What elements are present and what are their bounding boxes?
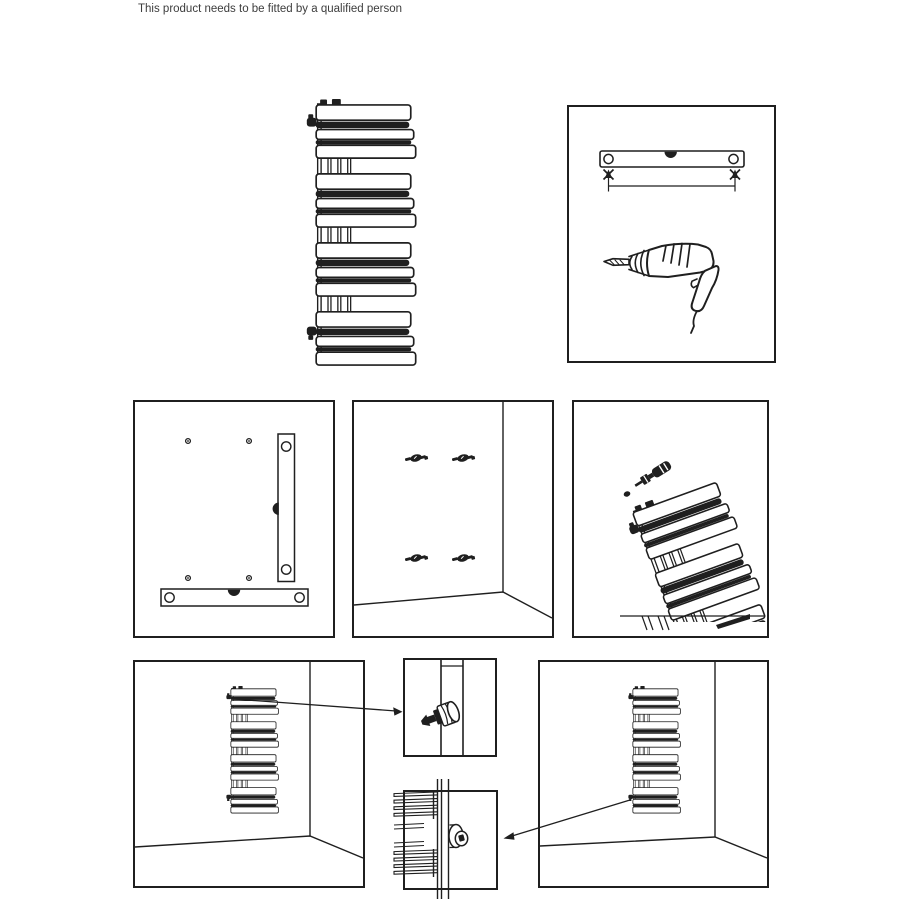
panel-wall-plugs xyxy=(352,400,554,638)
horizontal-spirit-level-icon xyxy=(161,589,308,606)
wall-plugs-drawing xyxy=(354,402,552,636)
mounted-radiator-icon xyxy=(628,686,681,814)
pipe-stubs xyxy=(642,616,669,630)
vertical-spirit-level-icon xyxy=(273,434,295,582)
drill-icon xyxy=(604,244,719,334)
panel-bracket-detail-bottom xyxy=(403,790,498,890)
level-bubble xyxy=(273,503,279,515)
radiator-front-view-icon xyxy=(305,99,418,367)
screwdriver-icon xyxy=(633,460,673,490)
panel-check-level xyxy=(133,400,335,638)
panel-room-left xyxy=(133,660,365,888)
hang-radiator-marks xyxy=(574,402,767,636)
check-level-drawing xyxy=(135,402,333,636)
bracket-detail-top-drawing xyxy=(405,660,495,755)
spirit-level-icon xyxy=(600,151,744,167)
room-corner-lines xyxy=(354,402,552,618)
mounted-radiator-icon xyxy=(226,686,279,814)
drill-hole-marks xyxy=(186,439,252,581)
mark-cross-right-icon xyxy=(730,170,740,192)
panel-bracket-detail-top xyxy=(403,658,497,757)
panel-hang-radiator xyxy=(572,400,769,638)
drill-cord xyxy=(691,311,697,333)
panel-mark-and-drill xyxy=(567,105,776,363)
fitting-note: This product needs to be fitted by a qualified person xyxy=(138,3,403,15)
panel-room-right xyxy=(538,660,769,888)
screw-dot-icon xyxy=(623,490,631,497)
mark-and-drill-drawing xyxy=(569,107,774,361)
wall-plug-icons xyxy=(404,452,475,565)
mark-cross-left-icon xyxy=(604,170,614,192)
bracket-fixing-icon xyxy=(418,700,461,733)
